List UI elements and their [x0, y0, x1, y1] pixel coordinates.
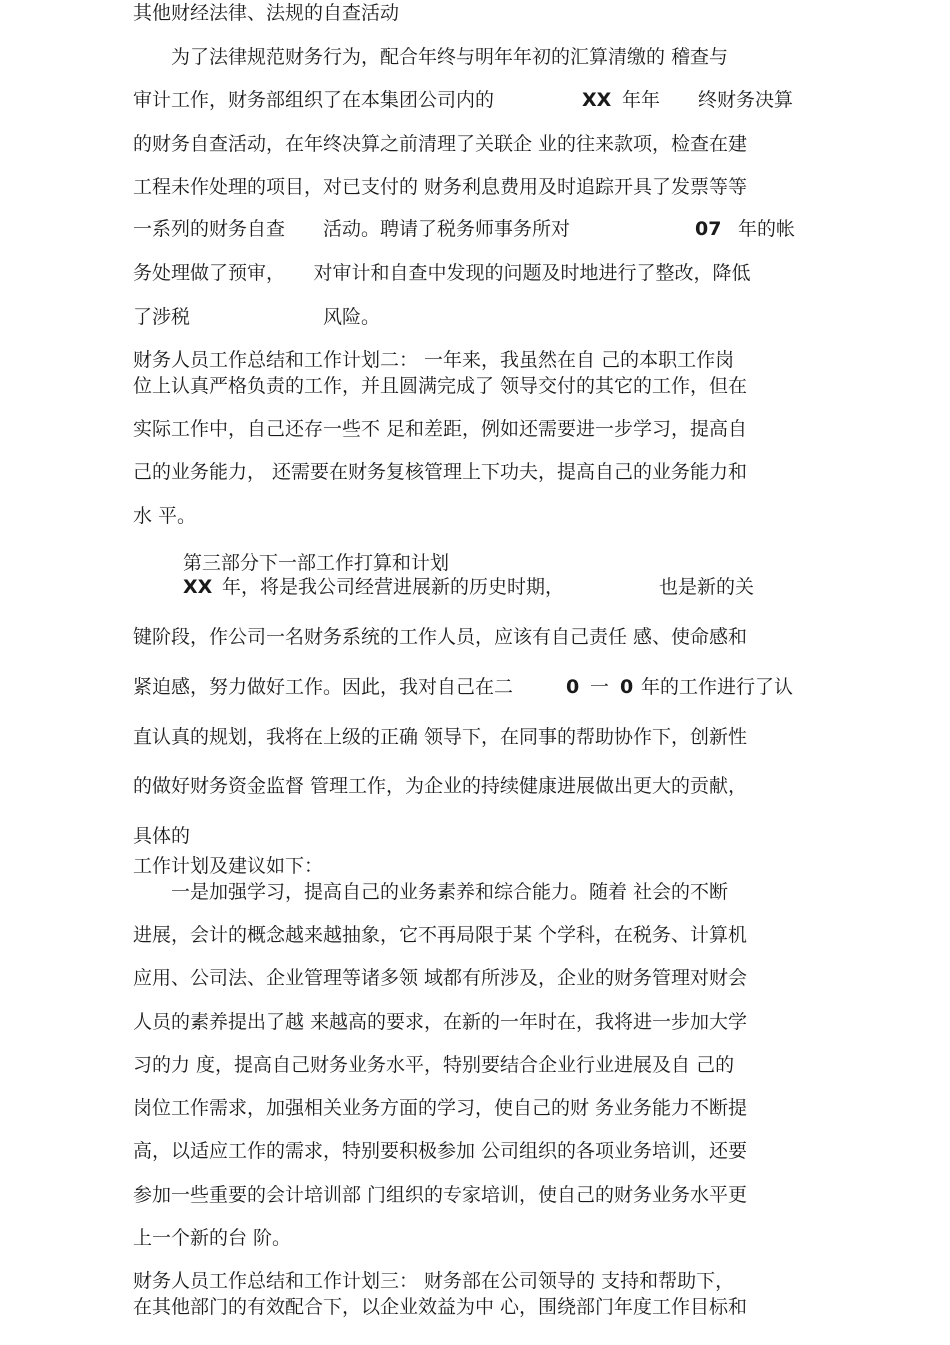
paragraph-line: 在其他部门的有效配合下，以企业效益为中 心，围绕部门年度工作目标和	[133, 1296, 748, 1318]
paragraph-line: 己的业务能力， 还需要在财务复核管理上下功夫，提高自己的业务能力和	[133, 461, 748, 483]
paragraph-line: 水 平。	[133, 505, 197, 527]
paragraph-line: 工作计划及建议如下：	[133, 855, 324, 877]
paragraph-line: 具体的	[133, 825, 191, 847]
paragraph-line: 年的帐	[738, 218, 796, 240]
section-heading-line: 财务人员工作总结和工作计划三： 财务部在公司领导的 支持和帮助下，	[133, 1270, 735, 1292]
paragraph-line: 审计工作，财务部组织了在本集团公司内的	[133, 89, 495, 111]
paragraph-line: 年年 终财务决算	[622, 89, 794, 111]
paragraph-line: 了涉税 风险。	[133, 306, 381, 328]
paragraph-line: 年的工作进行了认	[641, 676, 794, 698]
paragraph-line: 键阶段，作公司一名财务系统的工作人员，应该有自己责任 感、使命感和	[133, 626, 748, 648]
part-heading: 第三部分下一部工作打算和计划	[183, 552, 450, 574]
paragraph-line: 一	[590, 676, 610, 698]
paragraph-line: 高，以适应工作的需求，特别要积极参加 公司组织的各项业务培训，还要	[133, 1140, 748, 1162]
paragraph-line: 进展，会计的概念越来越抽象，它不再局限于某 个学科，在税务、计算机	[133, 924, 748, 946]
paragraph-line: 位上认真严格负责的工作，并且圆满完成了 领导交付的其它的工作，但在	[133, 375, 748, 397]
bold-token: 07	[695, 218, 722, 240]
paragraph-line: 参加一些重要的会计培训部 门组织的专家培训，使自己的财务业务水平更	[133, 1184, 748, 1206]
paragraph-line: 直认真的规划，我将在上级的正确 领导下，在同事的帮助协作下，创新性	[133, 726, 748, 748]
paragraph-line: 紧迫感，努力做好工作。因此，我对自己在二	[133, 676, 514, 698]
paragraph-line: 人员的素养提出了越 来越高的要求，在新的一年时在，我将进一步加大学	[133, 1011, 748, 1033]
bold-token: XX	[183, 576, 213, 598]
paragraph-line: 为了法律规范财务行为，配合年终与明年年初的汇算清缴的 稽查与	[133, 46, 729, 68]
paragraph-line: 也是新的关	[659, 576, 755, 598]
bold-token: 0	[566, 676, 580, 698]
paragraph-line: 年，将是我公司经营进展新的历史时期，	[222, 576, 565, 598]
paragraph-line: 上一个新的台 阶。	[133, 1227, 292, 1249]
paragraph-line: 岗位工作需求，加强相关业务方面的学习，使自己的财 务业务能力不断提	[133, 1097, 748, 1119]
paragraph-line: 一系列的财务自查 活动。聘请了税务师事务所对	[133, 218, 571, 240]
paragraph-line: 工程未作处理的项目，对已支付的 财务利息费用及时追踪开具了发票等等	[133, 176, 748, 198]
bold-token: 0	[620, 676, 634, 698]
paragraph-line: 务处理做了预审， 对审计和自查中发现的问题及时地进行了整改，降低	[133, 262, 751, 284]
paragraph-line: 的财务自查活动，在年终决算之前清理了关联企 业的往来款项，检查在建	[133, 133, 748, 155]
paragraph-line: 应用、公司法、企业管理等诸多领 域都有所涉及，企业的财务管理对财会	[133, 967, 748, 989]
paragraph-line: 一是加强学习，提高自己的业务素养和综合能力。随着 社会的不断	[133, 881, 729, 903]
paragraph-line: 习的力 度，提高自己财务业务水平，特别要结合企业行业进展及自 己的	[133, 1054, 735, 1076]
heading-line: 其他财经法律、法规的自查活动	[133, 2, 400, 24]
paragraph-line: 的做好财务资金监督 管理工作，为企业的持续健康进展做出更大的贡献，	[133, 775, 748, 797]
section-heading-line: 财务人员工作总结和工作计划二： 一年来，我虽然在自 己的本职工作岗	[133, 349, 735, 371]
bold-token: XX	[582, 89, 612, 111]
paragraph-line: 实际工作中，自己还存一些不 足和差距，例如还需要进一步学习，提高自	[133, 418, 748, 440]
